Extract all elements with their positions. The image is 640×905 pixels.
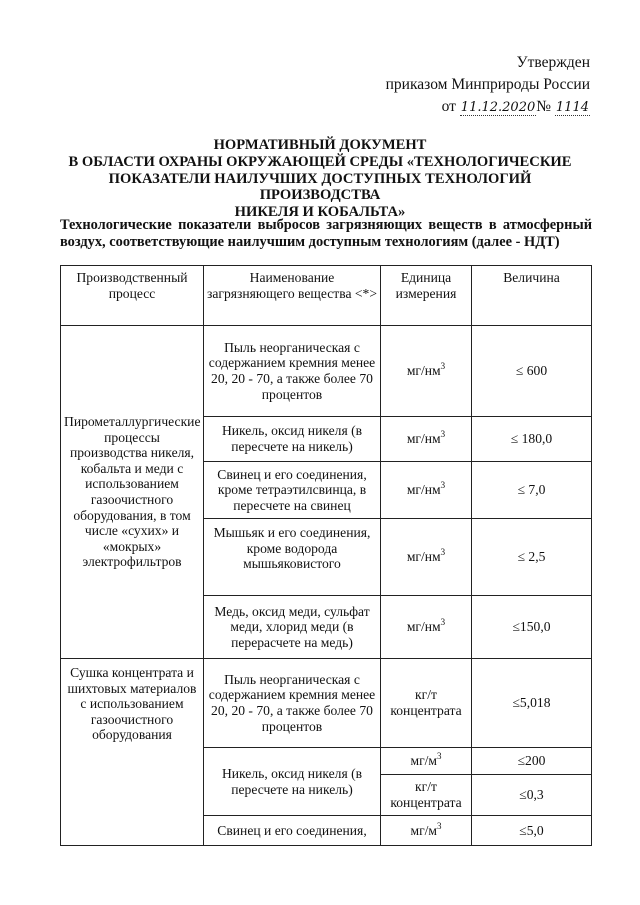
unit-text: мг/нм xyxy=(406,619,441,635)
substance-cell: Никель, оксид никеля (в пересчете на никель) xyxy=(204,417,381,462)
unit-text: мг/нм xyxy=(406,363,441,379)
substance-cell: Свинец и его соединения, кроме тетраэтилсвинца, в пересчете на свинец xyxy=(204,462,381,519)
unit-cell xyxy=(381,519,472,596)
approval-number: 1114 xyxy=(555,100,589,115)
process-cell: Сушка концентрата и шихтовых материалов с использованием газоочистного оборудования xyxy=(61,659,204,846)
table-row xyxy=(61,326,592,417)
header-unit: Единица измерения xyxy=(381,266,472,326)
unit-text: мг/нм xyxy=(406,549,441,565)
process-cell: Пирометаллургические процессы производства никеля, кобальта и меди с использованием газоочистного оборудования, в том числе «сухих» и «мокрых» электрофильтров xyxy=(61,326,204,659)
unit-superscript: 3 xyxy=(437,820,442,831)
unit-superscript: 3 xyxy=(440,617,446,628)
unit-cell xyxy=(381,596,472,659)
unit-superscript: 3 xyxy=(437,751,442,762)
approval-line-2: приказом Минприроды России xyxy=(385,76,590,93)
unit-superscript: 3 xyxy=(440,361,446,372)
unit-cell xyxy=(381,326,472,417)
emissions-table xyxy=(60,265,592,846)
substance-cell: Мышьяк и его соединения, кроме водорода мышьяковистого xyxy=(204,519,381,596)
header-process: Производственный процесс xyxy=(61,266,204,326)
unit-cell xyxy=(381,417,472,462)
section-heading: Технологические показатели выбросов загрязняющих веществ в атмосферный воздух, соответствующие наилучшим доступным технологиям (далее - НДТ) xyxy=(60,217,592,250)
approval-prefix: от xyxy=(441,98,456,115)
unit-text: мг/нм xyxy=(406,431,441,447)
table-row xyxy=(61,659,592,748)
value-cell: ≤ 2,5 xyxy=(472,519,592,596)
document-title xyxy=(60,137,580,221)
value-cell: ≤ 180,0 xyxy=(472,417,592,462)
approval-date-line xyxy=(386,96,590,119)
approval-line-1: Утвержден xyxy=(516,54,590,71)
title-line-3: ПОКАЗАТЕЛИ НАИЛУЧШИХ ДОСТУПНЫХ ТЕХНОЛОГИЙ ПРОИЗВОДСТВА xyxy=(108,170,532,204)
unit-text: мг/м xyxy=(410,822,438,838)
unit-text: мг/нм xyxy=(406,482,441,498)
substance-cell: Пыль неорганическая с содержанием кремния менее 20, 20 - 70, а также более 70 процентов xyxy=(204,659,381,748)
title-line-4: НИКЕЛЯ И КОБАЛЬТА» xyxy=(234,204,406,221)
unit-cell: кг/т концентрата xyxy=(381,659,472,748)
unit-cell xyxy=(381,748,472,775)
unit-cell: кг/т концентрата xyxy=(381,775,472,816)
substance-cell: Пыль неорганическая с содержанием кремния менее 20, 20 - 70, а также более 70 процентов xyxy=(204,326,381,417)
substance-cell: Медь, оксид меди, сульфат меди, хлорид меди (в перерасчете на медь) xyxy=(204,596,381,659)
approval-date: 11.12.2020 xyxy=(460,100,536,115)
value-cell: ≤ 600 xyxy=(472,326,592,417)
table-header-row xyxy=(61,266,592,326)
substance-cell: Никель, оксид никеля (в пересчете на никель) xyxy=(204,748,381,816)
unit-text: мг/м xyxy=(410,753,438,769)
unit-superscript: 3 xyxy=(440,480,446,491)
unit-cell xyxy=(381,816,472,846)
header-value: Величина xyxy=(472,266,592,326)
number-sign: № xyxy=(536,98,552,115)
title-line-1: НОРМАТИВНЫЙ ДОКУМЕНТ xyxy=(213,137,427,153)
value-cell: ≤5,018 xyxy=(472,659,592,748)
substance-cell: Свинец и его соединения, xyxy=(204,816,381,846)
value-cell: ≤5,0 xyxy=(472,816,592,846)
value-cell: ≤ 7,0 xyxy=(472,462,592,519)
unit-superscript: 3 xyxy=(440,429,446,440)
title-line-2: В ОБЛАСТИ ОХРАНЫ ОКРУЖАЮЩЕЙ СРЕДЫ «ТЕХНОЛОГИЧЕСКИЕ xyxy=(68,153,572,170)
approval-block xyxy=(386,52,590,119)
unit-superscript: 3 xyxy=(440,547,446,558)
unit-cell xyxy=(381,462,472,519)
header-substance: Наименование загрязняющего вещества <*> xyxy=(204,266,381,326)
value-cell: ≤150,0 xyxy=(472,596,592,659)
value-cell: ≤0,3 xyxy=(472,775,592,816)
value-cell: ≤200 xyxy=(472,748,592,775)
